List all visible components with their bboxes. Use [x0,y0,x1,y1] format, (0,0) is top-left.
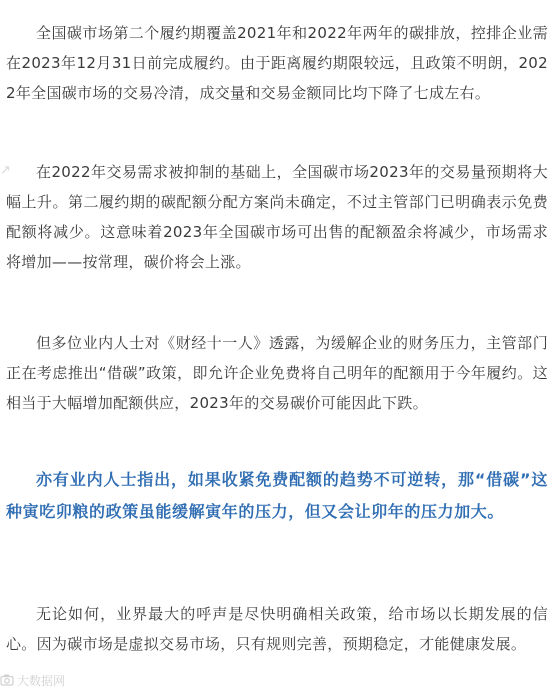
watermark-text: 大数据网 [17,673,66,688]
paragraph-3: 但多位业内人士对《财经十一人》透露，为缓解企业的财务压力，主管部门正在考虑推出“借碳”政策，即允许企业免费将自己明年的配额用于今年履约。这相当于大幅增加配额供应，2023年的交易碳价可能因此下跌。 [6,334,548,412]
watermark [0,670,65,690]
image-corner-icon: ↗ [0,163,11,178]
camera-logo-icon [0,673,14,687]
paragraph-5: 无论如何，业界最大的呼声是尽快明确相关政策，给市场以长期发展的信心。因为碳市场是虚拟交易市场，只有规则完善，预期稳定，才能健康发展。 [6,605,548,653]
paragraph-2: 在2022年交易需求被抑制的基础上，全国碳市场2023年的交易量预期将大幅上升。第二履约期的碳配额分配方案尚未确定，不过主管部门已明确表示免费配额将减少。这意味着2023年全国碳市场可出售的配额盈余将减少，市场需求将增加——按常理，碳价将会上涨。 [6,163,548,271]
highlighted-paragraph: 亦有业内人士指出，如果收紧免费配额的趋势不可逆转，那“借碳”这种寅吃卯粮的政策虽能缓解寅年的压力，但又会让卯年的压力加大。 [6,470,548,521]
paragraph-1: 全国碳市场第二个履约期覆盖2021年和2022年两年的碳排放，控排企业需在2023年12月31日前完成履约。由于距离履约期限较远，且政策不明朗，2022年全国碳市场的交易冷清，成交量和交易金额同比均下降了七成左右。 [6,24,548,102]
